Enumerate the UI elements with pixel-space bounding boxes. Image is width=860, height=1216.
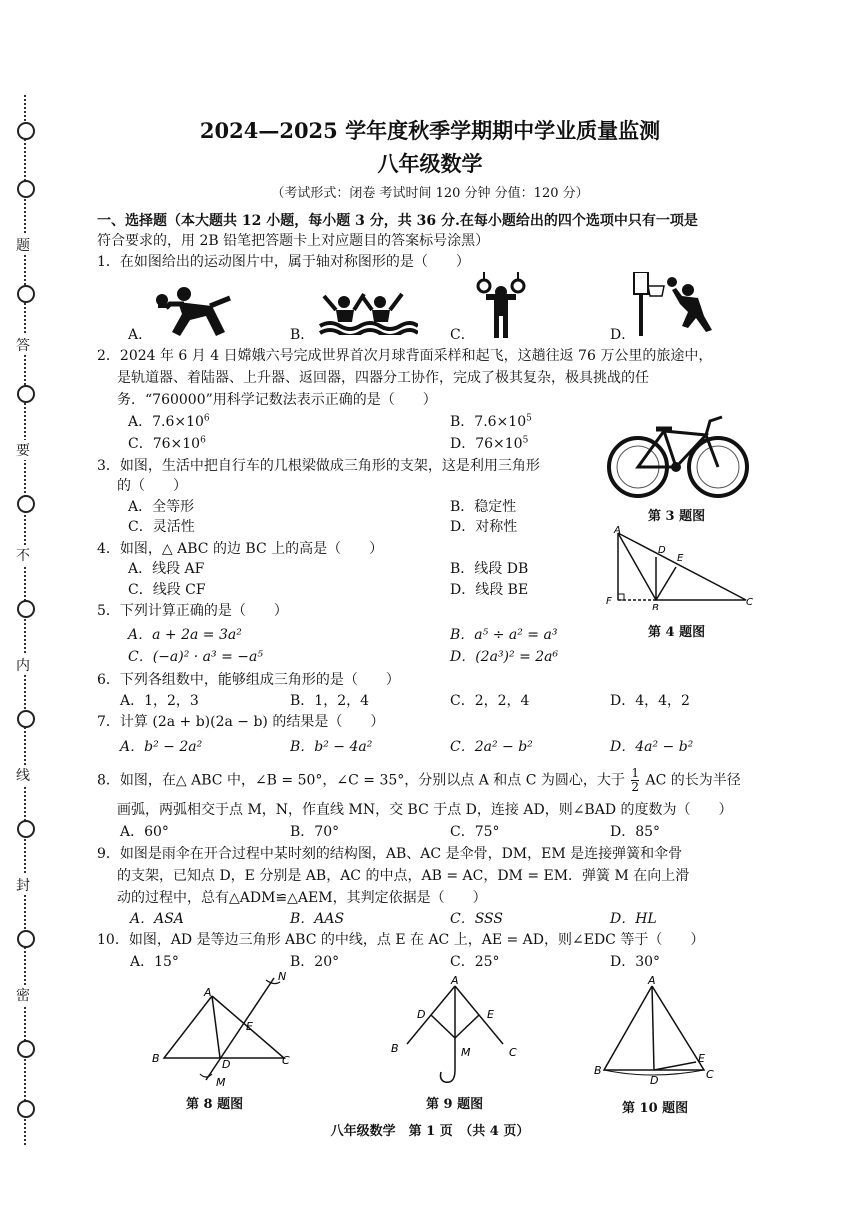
section-heading-cont: 符合要求的，用 2B 铅笔把答题卡上对应题目的答案标号涂黑） — [97, 233, 490, 249]
label-F: F — [606, 596, 612, 607]
binding-char: 题 — [16, 235, 30, 255]
binding-circle — [17, 495, 35, 513]
synchronized-swimming-figure — [318, 290, 418, 335]
q7-option-b: B．b² − 4a² — [290, 739, 373, 755]
q8-option-b: B．70° — [290, 824, 340, 840]
q4-geometry-figure — [600, 525, 760, 610]
binding-circle — [17, 1100, 35, 1118]
label-A: A — [614, 525, 621, 536]
rings-gymnast-figure — [476, 272, 526, 338]
q7-option-a: A．b² − 2a² — [120, 739, 203, 755]
binding-char: 内 — [16, 655, 30, 675]
binding-circle — [17, 385, 35, 403]
q9-line3: 动的过程中，总有△ADM≌△AEM，其判定依据是（ ） — [117, 890, 487, 906]
q2-option-d: D．$76\times 10^5$ — [450, 435, 529, 452]
page-footer: 八年级数学 第 1 页 （共 4 页） — [330, 1124, 530, 1139]
binding-circle — [17, 600, 35, 618]
label-C: C — [282, 1054, 290, 1067]
label-D: D — [417, 1008, 426, 1021]
q9-caption: 第 9 题图 — [426, 1097, 484, 1112]
q7-stem: 7．计算 (2a + b)(2a − b) 的结果是（ ） — [97, 714, 385, 730]
q2-option-a: A．$7.6\times 10^6$ — [128, 413, 210, 430]
q8-option-d: D．85° — [610, 824, 661, 840]
exam-info: （考试形式：闭卷 考试时间 120 分钟 分值：120 分） — [271, 186, 589, 201]
label-B: B — [594, 1064, 602, 1077]
q3-option-b: B．稳定性 — [450, 499, 517, 515]
label-C: C — [509, 1046, 517, 1059]
label-M: M — [461, 1046, 471, 1059]
page-title: 2024—2025 学年度秋季学期期中学业质量监测 — [199, 118, 661, 143]
label-D: D — [222, 1058, 231, 1071]
label-A: A — [648, 974, 656, 987]
q1-option-b: B． — [290, 327, 315, 343]
q4-option-d: D．线段 BE — [450, 582, 529, 598]
q5-option-a: A．a + 2a = 3a² — [128, 627, 242, 643]
q10-option-d: D．30° — [610, 954, 661, 970]
q9-option-b: B．AAS — [290, 911, 345, 927]
q9-option-d: D．HL — [610, 911, 657, 927]
q8-line1: 8．如图，在△ ABC 中，∠B = 50°，∠C = 35°，分别以点 A 和点 C 为圆心，大于 $\frac{1}{2}$ AC 的长为半径 — [97, 766, 741, 794]
page-subtitle: 八年级数学 — [377, 151, 483, 176]
binding-circle — [17, 710, 35, 728]
label-B: B — [652, 603, 659, 610]
bicycle-figure — [606, 405, 751, 500]
q4-stem: 4．如图，△ ABC 的边 BC 上的高是（ ） — [97, 541, 384, 557]
label-M: M — [216, 1076, 226, 1089]
q6-option-c: C．2，2，4 — [450, 693, 530, 709]
q3-option-c: C．灵活性 — [128, 519, 195, 535]
q4-option-a: A．线段 AF — [128, 561, 205, 577]
label-B: B — [152, 1052, 160, 1065]
label-E: E — [487, 1008, 494, 1021]
q2-line3: 务．“760000”用科学记数法表示正确的是（ ） — [117, 392, 437, 408]
q1-option-c: C． — [450, 327, 475, 343]
q9-line2: 的支架，已知点 D，E 分别是 AB，AC 的中点，AB = AC，DM = EM．弹簧 M 在向上滑 — [117, 868, 690, 884]
binding-circle — [17, 930, 35, 948]
q8-geometry-figure — [148, 968, 308, 1090]
q1-option-d: D． — [610, 327, 636, 343]
q8-line2: 画弧，两弧相交于点 M，N，作直线 MN，交 BC 于点 D，连接 AD，则∠BAD 的度数为（ ） — [117, 802, 733, 818]
q3-caption: 第 3 题图 — [648, 509, 706, 524]
label-A: A — [204, 986, 212, 999]
q7-option-c: C．2a² − b² — [450, 739, 533, 755]
binding-circle — [17, 820, 35, 838]
binding-char: 答 — [16, 335, 30, 355]
q4-caption: 第 4 题图 — [648, 625, 706, 640]
q9-option-c: C．SSS — [450, 911, 503, 927]
q3-line2: 的（ ） — [117, 478, 187, 494]
q5-option-d: D．(2a³)² = 2a⁶ — [450, 649, 559, 665]
q4-option-b: B．线段 DB — [450, 561, 529, 577]
label-D: D — [650, 1074, 659, 1087]
q6-option-d: D．4，4，2 — [610, 693, 690, 709]
label-N: N — [278, 970, 287, 983]
label-E: E — [698, 1052, 705, 1065]
q6-option-a: A．1，2，3 — [120, 693, 199, 709]
q6-option-b: B．1，2，4 — [290, 693, 370, 709]
q6-stem: 6．下列各组数中，能够组成三角形的是（ ） — [97, 672, 400, 688]
label-D: D — [658, 545, 666, 556]
binding-char: 密 — [16, 985, 30, 1005]
q10-geometry-figure — [592, 972, 722, 1088]
q3-line1: 3．如图，生活中把自行车的几根梁做成三角形的支架，这是利用三角形 — [97, 458, 540, 474]
q5-option-b: B．a⁵ ÷ a² = a³ — [450, 627, 558, 643]
q10-option-b: B．20° — [290, 954, 340, 970]
q8-option-c: C．75° — [450, 824, 500, 840]
q9-option-a: A．ASA — [130, 911, 184, 927]
q7-option-d: D．4a² − b² — [610, 739, 694, 755]
q3-option-a: A．全等形 — [128, 499, 195, 515]
label-A: A — [451, 974, 459, 987]
binding-circle — [17, 1040, 35, 1058]
label-B: B — [391, 1042, 399, 1055]
q10-option-c: C．25° — [450, 954, 500, 970]
label-C: C — [746, 597, 753, 608]
fraction-half: $\frac{1}{2}$ — [631, 766, 640, 794]
q5-stem: 5．下列计算正确的是（ ） — [97, 603, 288, 619]
q2-line2: 是轨道器、着陆器、上升器、返回器，四器分工协作，完成了极其复杂，极具挑战的任 — [117, 370, 649, 386]
binding-circle — [17, 285, 35, 303]
q5-option-c: C．(−a)² · a³ = −a⁵ — [128, 649, 263, 665]
ping-pong-figure — [150, 280, 240, 340]
basketball-figure — [632, 272, 712, 336]
q1-stem: 1．在如图给出的运动图片中，属于轴对称图形的是（ ） — [97, 254, 470, 270]
q2-line1: 2．2024 年 6 月 4 日嫦娥六号完成世界首次月球背面采样和起飞，这趟往返 76 万公里的旅途中， — [97, 348, 713, 364]
q10-option-a: A．15° — [130, 954, 179, 970]
q3-option-d: D．对称性 — [450, 519, 518, 535]
q2-option-c: C．$76\times 10^6$ — [128, 435, 206, 452]
label-E: E — [677, 553, 684, 564]
q9-line1: 9．如图是雨伞在开合过程中某时刻的结构图，AB、AC 是伞骨，DM，EM 是连接弹簧和伞骨 — [97, 846, 683, 862]
q8-caption: 第 8 题图 — [186, 1097, 244, 1112]
label-C: C — [706, 1068, 714, 1081]
q2-option-b: B．$7.6\times 10^5$ — [450, 413, 532, 430]
binding-char: 封 — [16, 875, 30, 895]
q10-stem: 10．如图，AD 是等边三角形 ABC 的中线，点 E 在 AC 上，AE = AD，则∠EDC 等于（ ） — [97, 932, 705, 948]
q8-option-a: A．60° — [120, 824, 169, 840]
section-heading: 一、选择题（本大题共 12 小题，每小题 3 分，共 36 分.在每小题给出的四个选项中只有一项是 — [97, 213, 698, 229]
q4-option-c: C．线段 CF — [128, 582, 206, 598]
q9-geometry-figure — [385, 972, 525, 1090]
binding-char: 不 — [16, 545, 30, 565]
q1-option-a: A． — [128, 327, 153, 343]
binding-char: 要 — [16, 440, 30, 460]
label-E: E — [246, 1020, 253, 1033]
q10-caption: 第 10 题图 — [622, 1101, 689, 1116]
binding-char: 线 — [16, 765, 30, 785]
